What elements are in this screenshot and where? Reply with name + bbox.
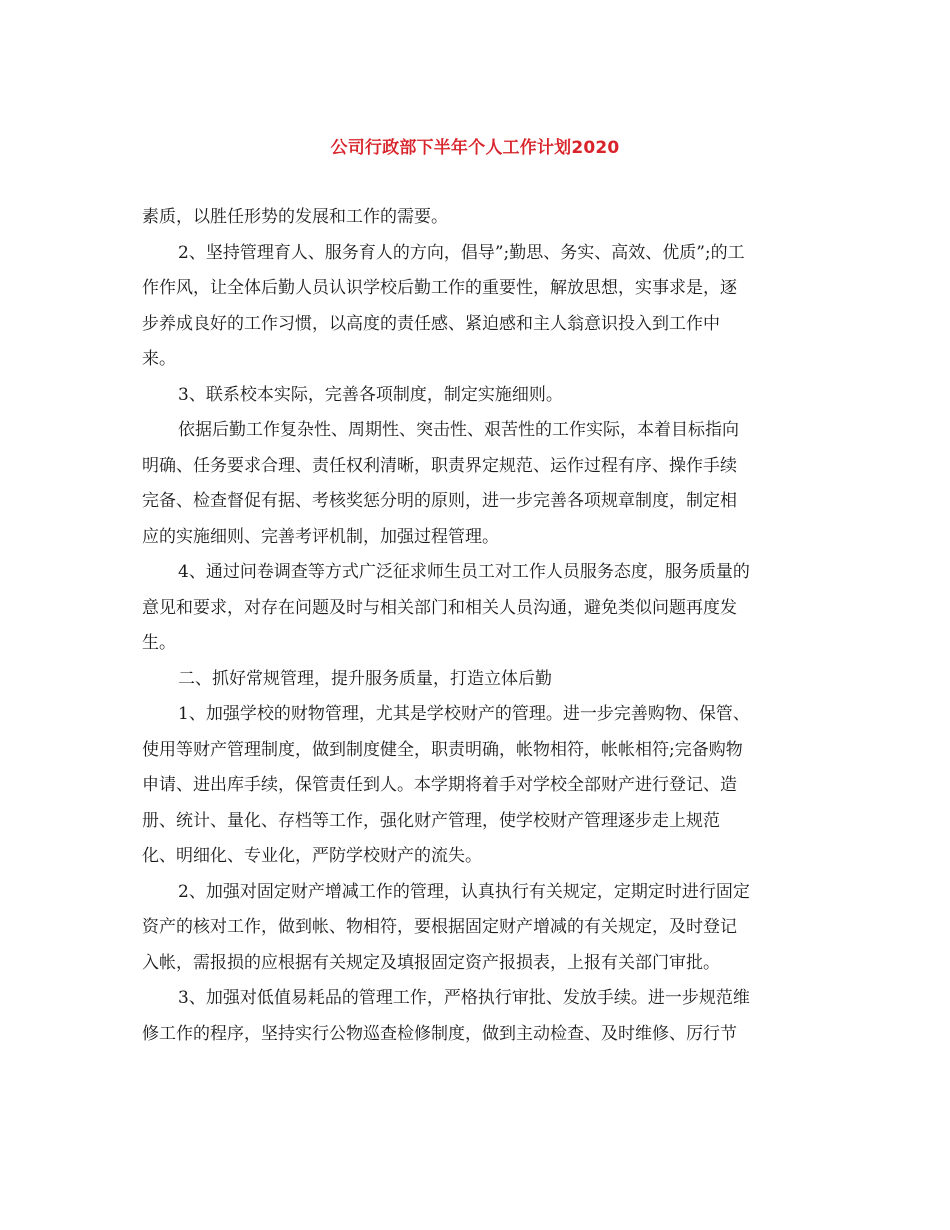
text-line: 作作风，让全体后勤人员认识学校后勤工作的重要性，解放思想，实事求是，逐 [142, 278, 737, 298]
text-line: 申请、进出库手续，保管责任到人。本学期将着手对学校全部财产进行登记、造 [142, 775, 737, 795]
text-line: 来。 [142, 349, 176, 369]
text-line: 2、坚持管理育人、服务育人的方向，倡导”;勤思、务实、高效、优质”;的工 [178, 242, 745, 263]
text-line: 资产的核对工作，做到帐、物相符，要根据固定财产增减的有关规定，及时登记 [142, 917, 737, 937]
text-line: 素质，以胜任形势的发展和工作的需要。 [142, 207, 448, 227]
text-line: 修工作的程序，坚持实行公物巡查检修制度，做到主动检查、及时维修、厉行节 [142, 1023, 737, 1044]
text-line: 1、加强学校的财物管理，尤其是学校财产的管理。进一步完善购物、保管、 [178, 704, 750, 724]
text-line: 应的实施细则、完善考评机制，加强过程管理。 [142, 526, 499, 547]
text-line: 入帐，需报损的应根据有关规定及填报固定资产报损表，上报有关部门审批。 [142, 952, 720, 973]
text-line: 3、加强对低值易耗品的管理工作，严格执行审批、发放手续。进一步规范维 [178, 988, 750, 1008]
text-line: 3、联系校本实际，完善各项制度，制定实施细则。 [178, 384, 563, 405]
text-line: 依据后勤工作复杂性、周期性、突击性、艰苦性的工作实际，本着目标指向 [178, 420, 739, 440]
document-title: 公司行政部下半年个人工作计划2020 [330, 138, 620, 158]
text-line: 步养成良好的工作习惯，以高度的责任感、紧迫感和主人翁意识投入到工作中 [142, 313, 720, 334]
document-body [142, 200, 810, 1052]
text-line: 二、抓好常规管理，提升服务质量，打造立体后勤 [178, 668, 552, 689]
text-line: 4、通过问卷调查等方式广泛征求师生员工对工作人员服务态度，服务质量的 [178, 562, 750, 582]
text-line: 明确、任务要求合理、责任权利清晰，职责界定规范、运作过程有序、操作手续 [142, 455, 737, 476]
text-line: 化、明细化、专业化，严防学校财产的流失。 [142, 846, 482, 866]
text-line: 使用等财产管理制度，做到制度健全，职责明确，帐物相符，帐帐相符;完备购物 [142, 739, 743, 760]
text-line: 2、加强对固定财产增减工作的管理，认真执行有关规定，定期定时进行固定 [178, 881, 750, 902]
text-line: 完备、检查督促有据、考核奖惩分明的原则，进一步完善各项规章制度，制定相 [142, 491, 737, 511]
text-line: 意见和要求，对存在问题及时与相关部门和相关人员沟通，避免类似问题再度发 [142, 597, 737, 618]
text-line: 生。 [142, 633, 176, 653]
text-line: 册、统计、量化、存档等工作，强化财产管理，使学校财产管理逐步走上规范 [142, 810, 720, 831]
